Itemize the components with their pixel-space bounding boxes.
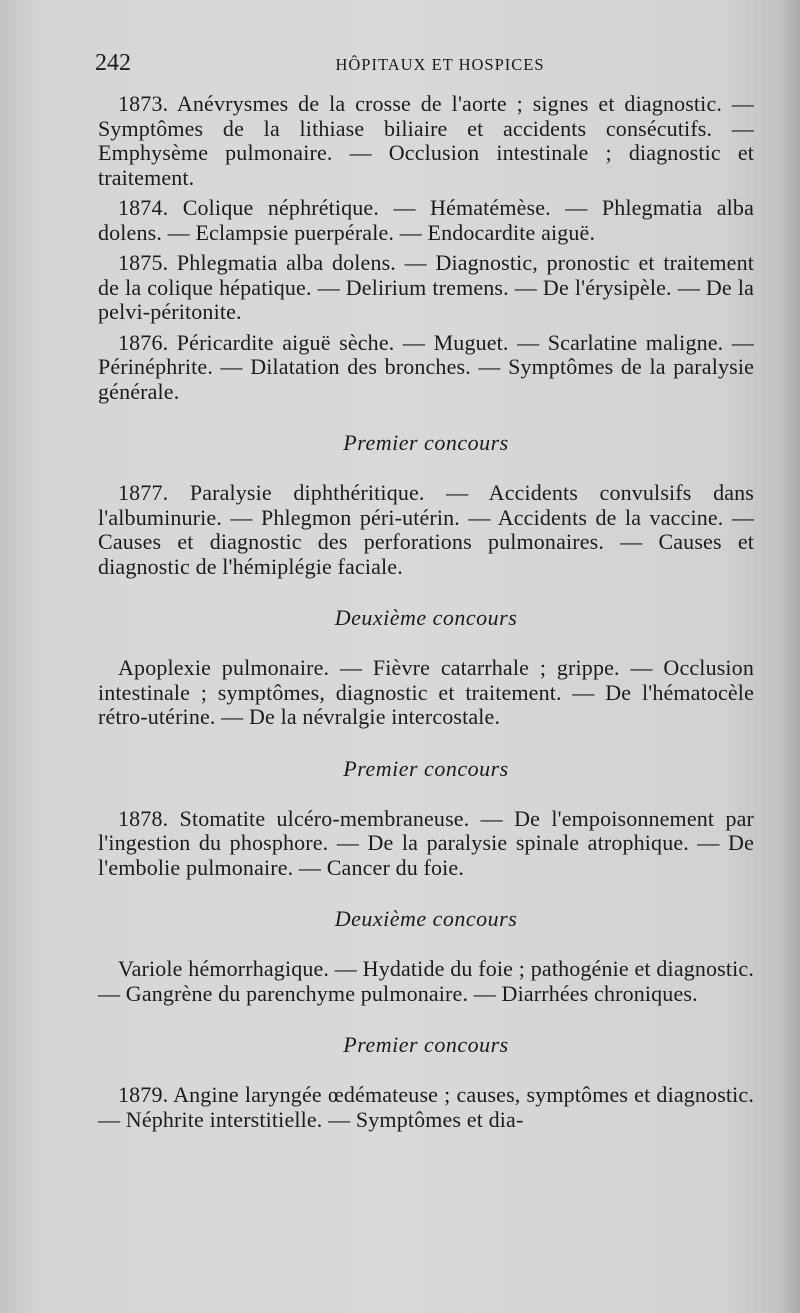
page-header [95, 50, 755, 82]
entry-1878: 1878. Stomatite ulcéro-membraneuse. — De l'empoisonnement par l'ingestion du phosphore. — De la paralysie spinale atrophique. — De l'embolie pulmonaire. — Cancer du foie. [98, 805, 754, 880]
entry-1875: 1875. Phlegmatia alba dolens. — Diagnostic, pronostic et traitement de la colique hépatique. — Delirium tremens. — De l'érysipèle. — De la pelvi-péritonite. [98, 250, 754, 324]
section-heading-premier-concours-1878: Premier concours [343, 755, 509, 781]
running-title: HÔPITAUX ET HOSPICES [335, 55, 545, 74]
page-edge-shadow [778, 0, 800, 1313]
page-number: 242 [95, 50, 131, 76]
section-heading-premier-concours-1877: Premier concours [343, 430, 509, 455]
text-column [98, 92, 754, 1132]
entry-1878-deuxieme: Variole hémorrhagique. — Hydatide du foie ; pathogénie et diagnostic. — Gangrène du parenchyme pulmonaire. — Diarrhées chroniques. [98, 956, 754, 1006]
entry-1879: 1879. Angine laryngée œdémateuse ; causes, symptômes et diagnostic. — Néphrite interstitielle. — Symptômes et dia- [98, 1082, 754, 1132]
entry-1877: 1877. Paralysie diphthéritique. — Accidents convulsifs dans l'albuminurie. — Phlegmon péri-utérin. — Accidents de la vaccine. — Causes et diagnostic des perforations pulmonaires. — Causes et diagnostic de l'hémiplégie faciale. [98, 480, 754, 579]
entry-1873: 1873. Anévrysmes de la crosse de l'aorte ; signes et diagnostic. — Symptômes de la lithiase biliaire et accidents consécutifs. — Emphysème pulmonaire. — Occlusion intestinale ; diagnostic et traitement. [98, 91, 754, 190]
section-heading-deuxieme-concours-1878: Deuxième concours [334, 906, 518, 931]
entry-1877-deuxieme: Apoplexie pulmonaire. — Fièvre catarrhale ; grippe. — Occlusion intestinale ; symptômes, diagnostic et traitement. — De l'hématocèle rétro-utérine. — De la névralgie intercostale. [98, 655, 754, 729]
section-heading-premier-concours-1879: Premier concours [343, 1032, 509, 1057]
section-heading-deuxieme-concours-1877: Deuxième concours [334, 605, 518, 630]
entry-1874: 1874. Colique néphrétique. — Hématémèse. — Phlegmatia alba dolens. — Eclampsie puerpérale. — Endocardite aiguë. [98, 195, 754, 245]
entry-1876: 1876. Péricardite aiguë sèche. — Muguet. — Scarlatine maligne. — Périnéphrite. — Dilatation des bronches. — Symptômes de la paralysie générale. [98, 329, 754, 404]
